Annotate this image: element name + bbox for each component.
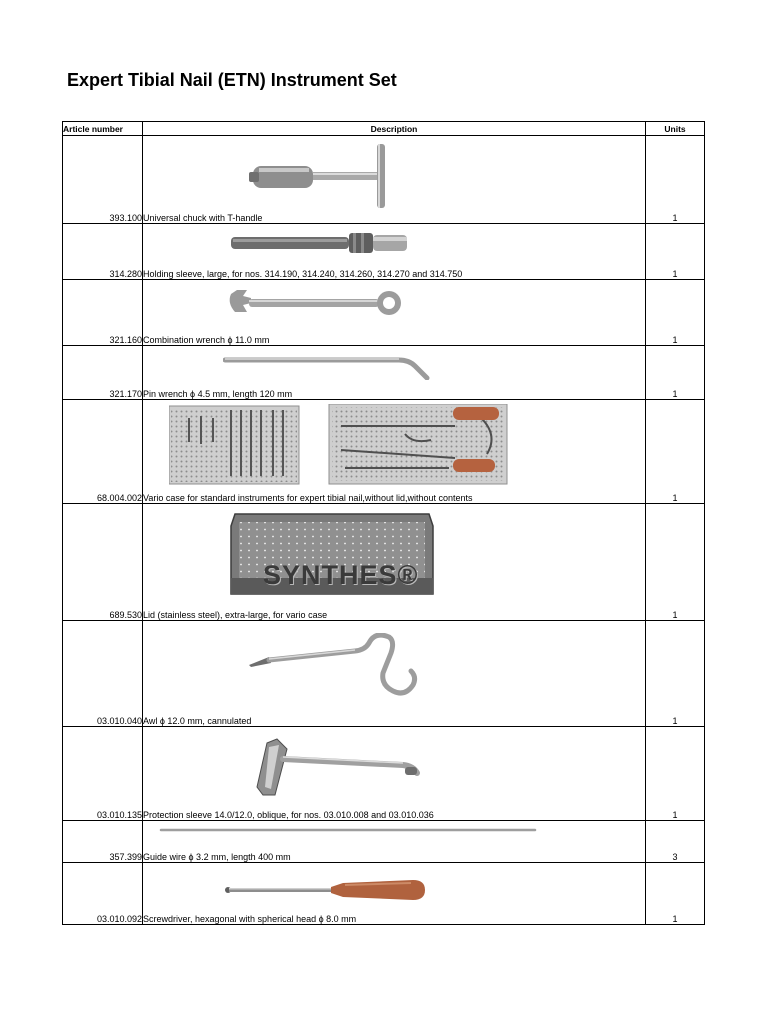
description-cell <box>143 863 646 925</box>
table-row <box>63 504 705 621</box>
header-description: Description <box>143 122 646 136</box>
description-text: Pin wrench ϕ 4.5 mm, length 120 mm <box>143 389 293 399</box>
description-text: Awl ϕ 12.0 mm, cannulated <box>143 716 252 726</box>
page-title: Expert Tibial Nail (ETN) Instrument Set <box>67 70 397 90</box>
table-row <box>63 621 705 727</box>
header-article-number: Article number <box>63 122 143 136</box>
pin-wrench-icon <box>223 354 433 380</box>
description-cell <box>143 136 646 224</box>
description-cell <box>143 621 646 727</box>
description-cell <box>143 400 646 504</box>
description-cell <box>143 727 646 821</box>
description-text: Lid (stainless steel), extra-large, for vario case <box>143 610 328 620</box>
description-text: Vario case for standard instruments for expert tibial nail,without lid,without contents <box>143 493 473 503</box>
description-text: Combination wrench ϕ 11.0 mm <box>143 335 270 345</box>
instrument-table <box>62 121 705 925</box>
article-number: 03.010.092 <box>63 863 143 925</box>
article-number: 689.530 <box>63 504 143 621</box>
table-row <box>63 136 705 224</box>
table-row <box>63 821 705 863</box>
description-text: Guide wire ϕ 3.2 mm, length 400 mm <box>143 852 291 862</box>
units-cell: 1 <box>646 224 705 280</box>
guide-wire-icon <box>159 827 539 833</box>
combination-wrench-icon <box>227 288 407 318</box>
holding-sleeve-icon <box>231 232 411 254</box>
article-number: 03.010.135 <box>63 727 143 821</box>
units-cell: 3 <box>646 821 705 863</box>
article-number: 321.170 <box>63 346 143 400</box>
units-cell: 1 <box>646 863 705 925</box>
units-cell: 1 <box>646 346 705 400</box>
table-row <box>63 727 705 821</box>
units-cell: 1 <box>646 136 705 224</box>
awl-icon <box>243 633 423 703</box>
units-cell: 1 <box>646 727 705 821</box>
article-number: 314.280 <box>63 224 143 280</box>
t-handle-chuck-icon <box>249 140 399 208</box>
description-cell <box>143 346 646 400</box>
description-cell <box>143 224 646 280</box>
table-row <box>63 346 705 400</box>
units-cell: 1 <box>646 280 705 346</box>
description-text: Protection sleeve 14.0/12.0, oblique, for nos. 03.010.008 and 03.010.036 <box>143 810 434 820</box>
screwdriver-icon <box>223 875 433 905</box>
units-cell: 1 <box>646 400 705 504</box>
article-number: 321.160 <box>63 280 143 346</box>
description-cell <box>143 821 646 863</box>
table-row <box>63 863 705 925</box>
description-cell <box>143 280 646 346</box>
vario-case-icon <box>169 404 509 486</box>
table-row <box>63 400 705 504</box>
article-number: 357.399 <box>63 821 143 863</box>
description-text: Universal chuck with T-handle <box>143 213 263 223</box>
article-number: 03.010.040 <box>63 621 143 727</box>
table-row <box>63 280 705 346</box>
description-cell <box>143 504 646 621</box>
description-text: Holding sleeve, large, for nos. 314.190, 314.240, 314.260, 314.270 and 314.750 <box>143 269 463 279</box>
description-text: Screwdriver, hexagonal with spherical head ϕ 8.0 mm <box>143 914 357 924</box>
article-number: 68.004.002 <box>63 400 143 504</box>
article-number: 393.100 <box>63 136 143 224</box>
synthes-logo: SYNTHES® <box>263 560 419 590</box>
table-header-row <box>63 122 705 136</box>
header-units: Units <box>646 122 705 136</box>
protection-sleeve-icon <box>253 735 423 801</box>
units-cell: 1 <box>646 504 705 621</box>
table-row <box>63 224 705 280</box>
units-cell: 1 <box>646 621 705 727</box>
